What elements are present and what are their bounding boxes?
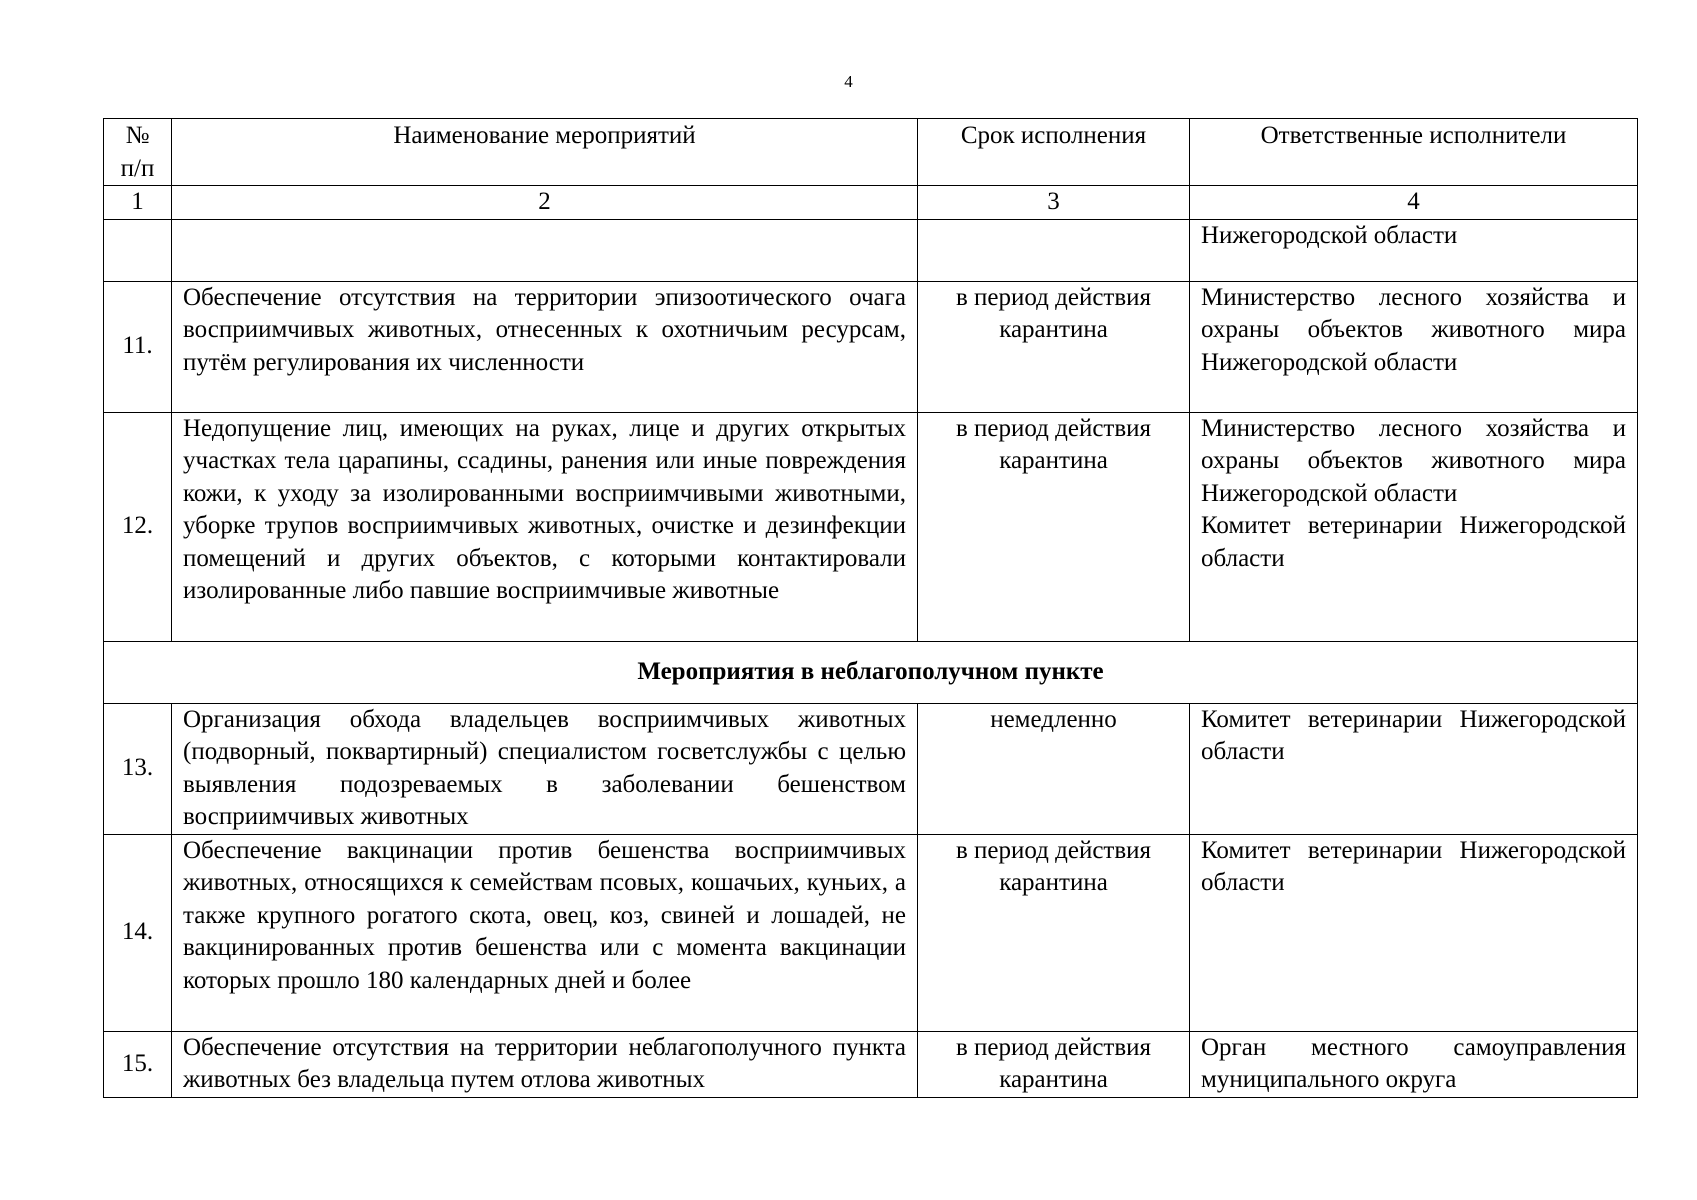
section-title: Мероприятия в неблагополучном пункте xyxy=(104,641,1638,703)
row-responsible: Комитет ветеринарии Нижегородской области xyxy=(1190,834,1638,1031)
row-name: Обеспечение отсутствия на территории эпизоотического очага восприимчивых животных, отнесенных к охотничьим ресурсам, путём регулирования их численности xyxy=(172,281,918,412)
header-name: Наименование мероприятий xyxy=(172,119,918,186)
row-name: Обеспечение вакцинации против бешенства восприимчивых животных, относящихся к семействам псовых, кошачьих, куньих, а также крупного рогатого скота, овец, коз, свиней и лошадей, не вакцинированных против бешенства или с момента вакцинации которых прошло 180 календарных дней и более xyxy=(172,834,918,1031)
row-responsible xyxy=(1190,412,1638,641)
row-name-empty xyxy=(172,219,918,281)
row-num: 12. xyxy=(104,412,172,641)
row-num: 13. xyxy=(104,703,172,834)
header-num-abbr: п/п xyxy=(120,154,155,182)
row-num: 14. xyxy=(104,834,172,1031)
row-deadline xyxy=(918,281,1190,412)
row-name: Организация обхода владельцев восприимчивых животных (подворный, поквартирный) специалистом госветслужбы с целью выявления подозреваемых в заболевании бешенством восприимчивых животных xyxy=(172,703,918,834)
column-number-3: 3 xyxy=(918,186,1190,220)
row-name xyxy=(172,1031,918,1097)
column-number-1: 1 xyxy=(104,186,172,220)
row-deadline xyxy=(918,703,1190,834)
column-number-row xyxy=(104,186,1638,220)
row-num: 11. xyxy=(104,281,172,412)
table-header-row xyxy=(104,119,1638,186)
header-deadline: Срок исполнения xyxy=(918,119,1190,186)
row-name: Недопущение лиц, имеющих на руках, лице и других открытых участках тела царапины, ссадины, ранения или иные повреждения кожи, к уходу за изолированными восприимчивыми животными, уборке трупов восприимчивых животных, очистке и дезинфекции помещений и других объектов, с которыми контактировали изолированные либо павшие восприимчивые животные xyxy=(172,412,918,641)
row-num-empty xyxy=(104,219,172,281)
row-deadline xyxy=(918,834,1190,1031)
row-deadline-line2: карантина xyxy=(999,1066,1108,1093)
table-row xyxy=(104,703,1638,834)
section-row xyxy=(104,641,1638,703)
row-deadline-line1: в период действия xyxy=(955,283,1152,311)
row-name-clip xyxy=(183,1032,906,1097)
row-deadline-line2: карантина xyxy=(999,447,1108,474)
row-deadline xyxy=(918,1031,1190,1097)
row-deadline-empty xyxy=(918,219,1190,281)
measures-table xyxy=(103,118,1638,1098)
row-deadline-line1: в период действия xyxy=(955,414,1152,442)
page-number: 4 xyxy=(844,72,853,91)
header-num xyxy=(104,119,172,186)
table-row xyxy=(104,834,1638,1031)
row-responsible-continuation: Нижегородской области xyxy=(1190,219,1638,281)
row-responsible: Министерство лесного хозяйства и охраны объектов животного мира Нижегородской области xyxy=(1190,281,1638,412)
header-responsible: Ответственные исполнители xyxy=(1190,119,1638,186)
table-row xyxy=(104,281,1638,412)
row-deadline-line2: карантина xyxy=(999,869,1108,896)
row-responsible-committee: Комитет ветеринарии Нижегородской области xyxy=(1201,512,1626,572)
row-responsible xyxy=(1190,1031,1638,1097)
row-deadline-line1: в период действия xyxy=(955,836,1152,864)
row-responsible-ministry: Министерство лесного хозяйства и охраны объектов животного мира Нижегородской области xyxy=(1201,414,1626,507)
row-responsible-text: Орган местного самоуправления муниципального округа xyxy=(1201,1033,1626,1093)
column-number-4: 4 xyxy=(1190,186,1638,220)
row-deadline xyxy=(918,412,1190,641)
row-responsible: Комитет ветеринарии Нижегородской области xyxy=(1190,703,1638,834)
row-deadline-line1: немедленно xyxy=(990,705,1117,733)
row-num: 15. xyxy=(104,1031,172,1097)
table-row xyxy=(104,1031,1638,1097)
row-name-text: Обеспечение отсутствия на территории неблагополучного пункта животных без владельца путем отлова животных xyxy=(183,1033,906,1093)
column-number-2: 2 xyxy=(172,186,918,220)
table-row xyxy=(104,412,1638,641)
row-deadline-line2: карантина xyxy=(999,316,1108,343)
table-row-continuation xyxy=(104,219,1638,281)
row-deadline-line1: в период действия xyxy=(955,1033,1152,1061)
row-responsible-clip xyxy=(1201,1032,1626,1097)
header-num-symbol: № xyxy=(125,122,150,149)
